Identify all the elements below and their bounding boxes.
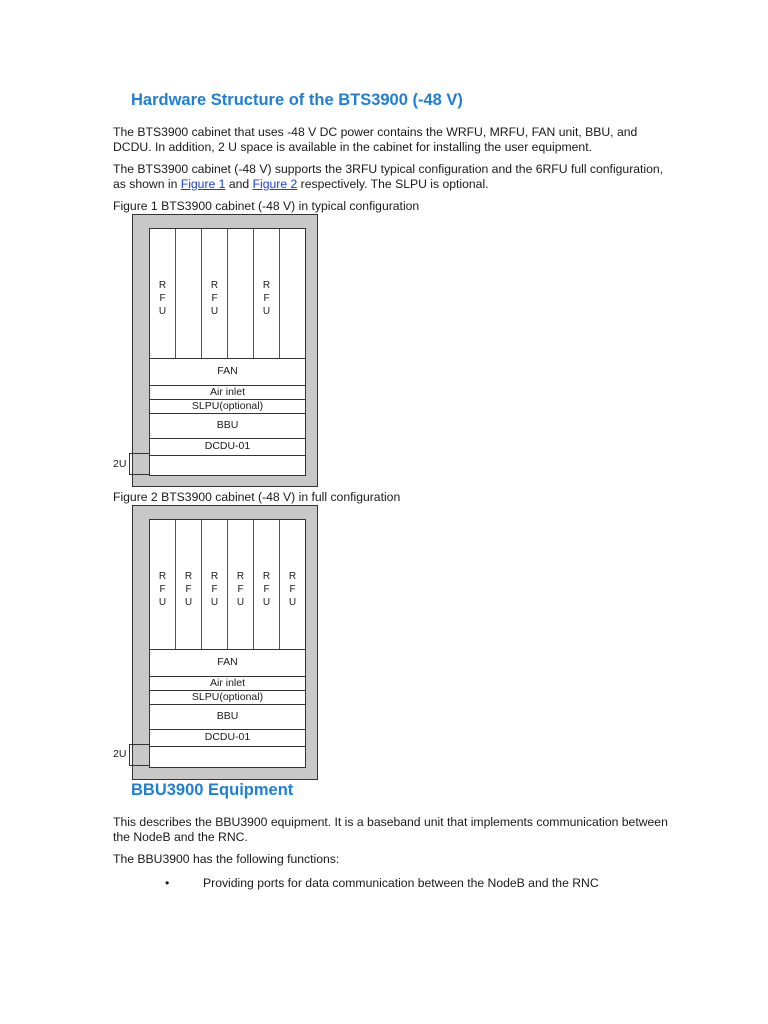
empty-slot [176,229,202,358]
paragraph-configurations [113,162,673,191]
bullet-icon: • [165,876,170,890]
rfu-slot [228,520,254,649]
rfu-slot [280,520,305,649]
cabinet-frame [149,228,306,476]
rfu-slots [150,520,305,649]
paragraph-bbu-functions-intro: The BBU3900 has the following functions: [113,852,340,866]
figure-1-caption: Figure 1 BTS3900 cabinet (-48 V) in typical configuration [113,199,420,213]
bbu-unit: BBU [150,704,305,729]
figure-2-cabinet-diagram [132,505,318,780]
paragraph-text: respectively. The SLPU is optional. [297,176,489,191]
rfu-label: R F U [210,571,219,608]
rfu-label: R F U [262,571,271,608]
air-inlet: Air inlet [150,676,305,690]
empty-slot [228,229,254,358]
2u-bracket [129,744,149,766]
slpu-unit: SLPU(optional) [150,399,305,413]
figure-1-cabinet-diagram [132,214,318,487]
rfu-label: R F U [158,571,167,608]
air-inlet: Air inlet [150,385,305,399]
section-title-hardware-structure: Hardware Structure of the BTS3900 (-48 V) [131,91,463,109]
rfu-slots [150,229,305,358]
rfu-slot [254,229,280,358]
2u-bracket [129,453,149,475]
fan-unit: FAN [150,358,305,385]
fan-unit: FAN [150,649,305,676]
bbu-unit: BBU [150,413,305,438]
rfu-label: R F U [158,280,167,317]
paragraph-cabinet-contents: The BTS3900 cabinet that uses -48 V DC power contains the WRFU, MRFU, FAN unit, BBU, and DCDU. In addition, 2 U space is available in the cabinet for installing the user equipment. [113,125,638,154]
figure-2-link[interactable]: Figure 2 [252,176,298,191]
rfu-slot [202,229,228,358]
cabinet-frame [149,519,306,768]
paragraph-bbu-description: This describes the BBU3900 equipment. It is a baseband unit that implements communication between the NodeB and the RNC. [113,815,668,844]
paragraph-text: The BTS3900 cabinet (-48 V) supports the 3RFU typical configuration and the 6RFU full configuration, as shown in [113,162,664,191]
rfu-label: R F U [210,280,219,317]
empty-slot [280,229,305,358]
slpu-unit: SLPU(optional) [150,690,305,704]
rfu-label: R F U [184,571,193,608]
rfu-slot [202,520,228,649]
rfu-label: R F U [236,571,245,608]
rfu-slot [150,520,176,649]
dcdu-unit: DCDU-01 [150,729,305,746]
user-equipment-space [150,455,305,476]
rfu-slot [150,229,176,358]
rfu-slot [176,520,202,649]
2u-label: 2U [113,748,127,760]
paragraph-text: and [225,176,253,191]
dcdu-unit: DCDU-01 [150,438,305,455]
rfu-label: R F U [262,280,271,317]
figure-2-caption: Figure 2 BTS3900 cabinet (-48 V) in full configuration [113,490,401,504]
section-title-bbu3900: BBU3900 Equipment [131,781,294,799]
rfu-label: R F U [288,571,297,608]
figure-1-link[interactable]: Figure 1 [180,176,226,191]
user-equipment-space [150,746,305,768]
rfu-slot [254,520,280,649]
2u-label: 2U [113,458,127,470]
list-item: Providing ports for data communication between the NodeB and the RNC [203,876,599,890]
